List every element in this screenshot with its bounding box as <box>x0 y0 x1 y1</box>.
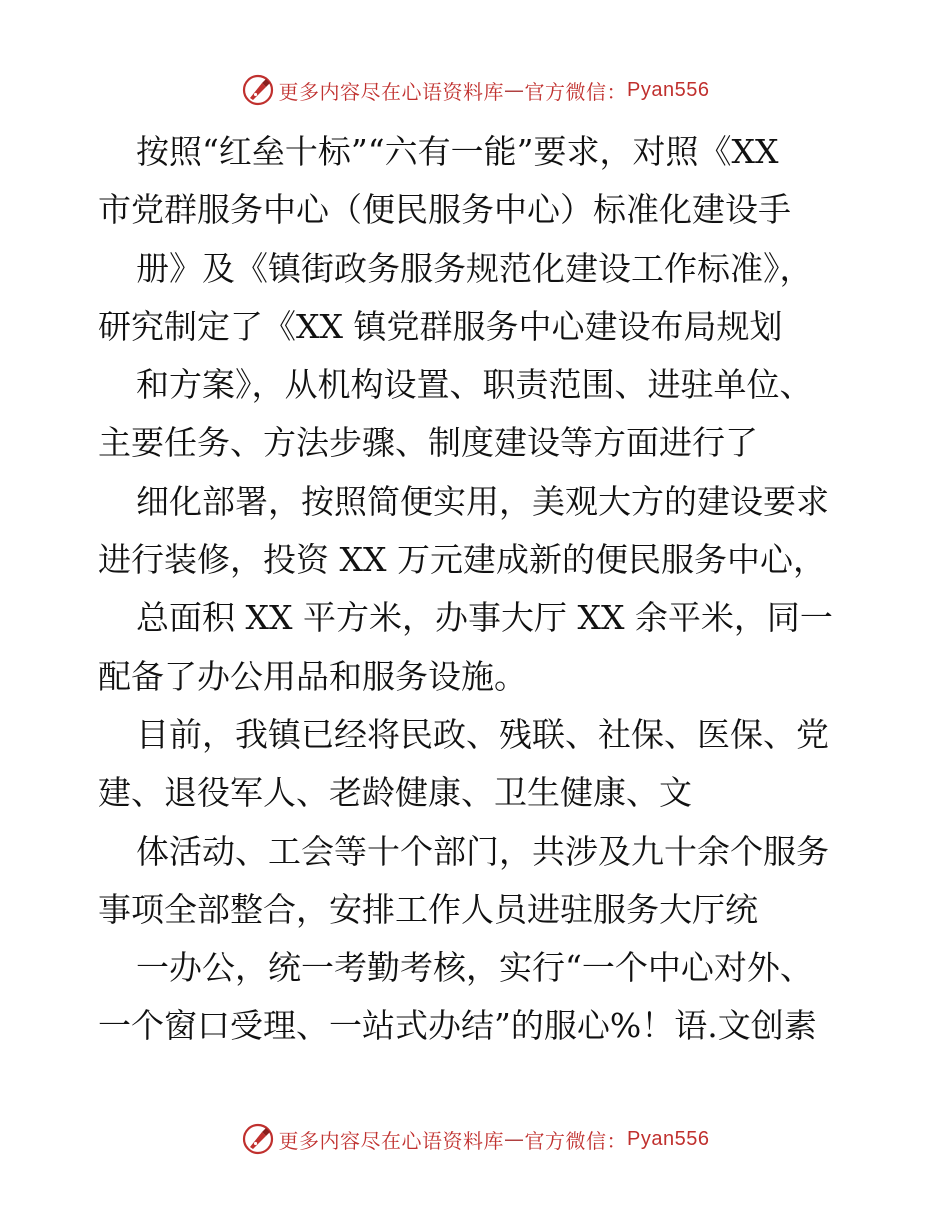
body-line: 进行装修，投资 XX 万元建成新的便民服务中心， <box>98 540 826 580</box>
body-line: 体活动、工会等十个部门，共涉及九十余个服务 <box>136 831 829 871</box>
body-line: 市党群服务中心（便民服务中心）标准化建设手 <box>98 190 791 230</box>
watermark-separator: — <box>504 1127 525 1151</box>
body-line: 建、退役军人、老龄健康、卫生健康、文 <box>98 773 692 813</box>
body-line: 目前，我镇已经将民政、残联、社保、医保、党 <box>136 714 829 754</box>
body-line: 细化部署，按照简便实用，美观大方的建设要求 <box>136 481 829 521</box>
body-line: 按照“红垒十标”“六有一能”要求，对照《XX <box>136 132 779 171</box>
document-body <box>98 123 858 1056</box>
pen-nib-logo-icon <box>241 1122 275 1156</box>
watermark-account: Pyan556 <box>627 1127 710 1150</box>
body-line: 册》及《镇街政务服务规范化建设工作标准》， <box>136 248 813 288</box>
watermark-contact: 官方微信： <box>524 1128 628 1153</box>
body-line: 一个窗口受理、一站式办结”的服心%！语.文创素 <box>98 1006 817 1046</box>
body-line: 事项全部整合，安排工作人员进驻服务大厅统 <box>98 889 758 929</box>
header-watermark <box>0 70 950 110</box>
watermark-separator: — <box>504 78 525 102</box>
pen-nib-logo-icon <box>241 73 275 107</box>
watermark-text: 更多内容尽在心语资料库 <box>278 1128 505 1153</box>
body-line: 研究制定了《XX 镇党群服务中心建设布局规划 <box>98 306 783 346</box>
body-line: 一办公，统一考勤考核，实行“一个中心对外、 <box>136 948 813 988</box>
footer-watermark <box>0 1119 950 1159</box>
body-line: 主要任务、方法步骤、制度建设等方面进行了 <box>98 423 758 463</box>
watermark-account: Pyan556 <box>627 78 710 101</box>
body-line: 和方案》，从机构设置、职责范围、进驻单位、 <box>136 365 813 405</box>
watermark-contact: 官方微信： <box>524 79 628 104</box>
watermark-text: 更多内容尽在心语资料库 <box>278 79 505 104</box>
body-line: 总面积 XX 平方米，办事大厅 XX 余平米，同一 <box>136 598 833 638</box>
body-line: 配备了办公用品和服务设施。 <box>98 656 527 696</box>
